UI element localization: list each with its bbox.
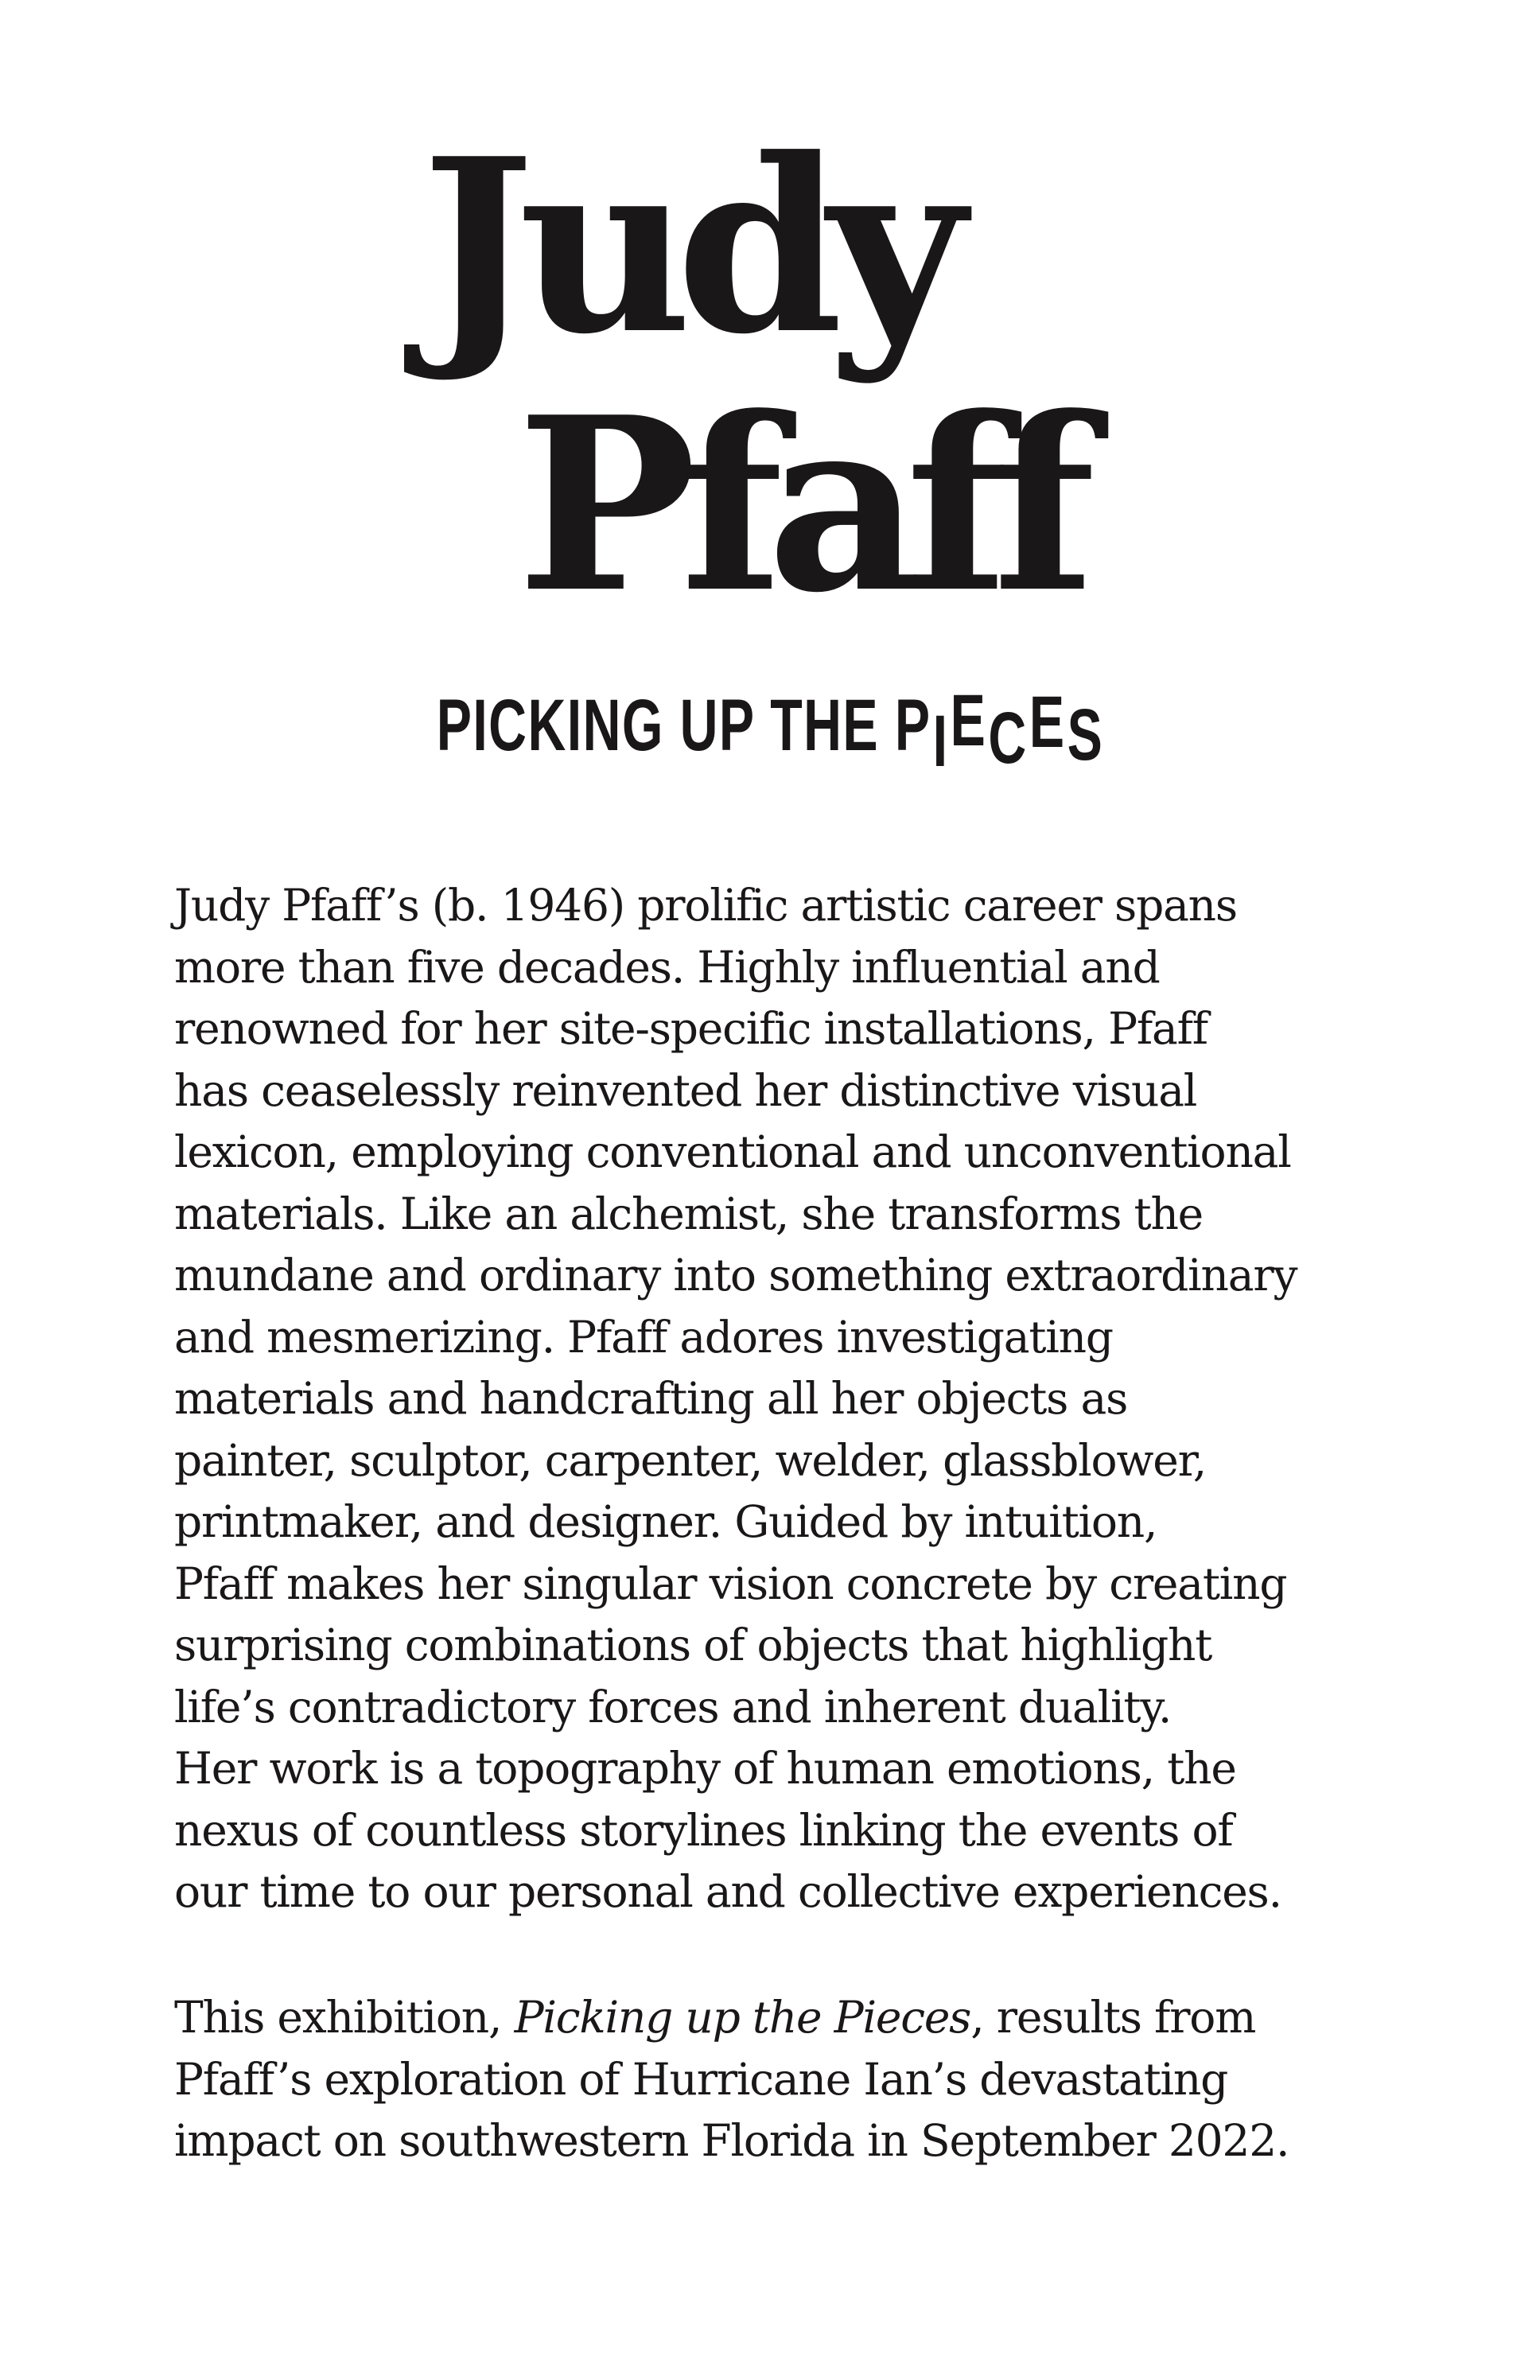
title-letter: C	[988, 698, 1028, 779]
text-line: has ceaselessly reinvented her distinctive visual	[174, 1064, 1197, 1116]
text-line: lexicon, employing conventional and unconventional	[174, 1126, 1291, 1177]
text-segment: This exhibition,	[174, 1992, 515, 2043]
text-line: impact on southwestern Florida in September 2022.	[174, 2115, 1289, 2166]
exhibition-title-main: PICKING UP THE P	[436, 685, 931, 766]
intro-paragraph	[174, 875, 1415, 1923]
title-letter: I	[932, 701, 949, 782]
text-line: and mesmerizing. Pfaff adores investigating	[174, 1311, 1113, 1363]
logo-pfaff: Pfaff	[517, 364, 1080, 645]
text-line: printmaker, and designer. Guided by intuition,	[174, 1496, 1157, 1547]
text-line: Pfaff’s exploration of Hurricane Ian’s devastating	[174, 2053, 1228, 2105]
title-letter: E	[950, 680, 987, 761]
exhibition-title	[216, 680, 1324, 782]
text-line: mundane and ordinary into something extraordinary	[174, 1250, 1297, 1301]
logo-judy: Judy	[422, 106, 951, 387]
title-letter: E	[1029, 682, 1066, 763]
exhibition-paragraph	[174, 1987, 1415, 2172]
text-segment: , results from	[970, 1992, 1256, 2043]
text-line: nexus of countless storylines linking the events of	[174, 1804, 1233, 1856]
text-line	[174, 1987, 1415, 2049]
text-line: our time to our personal and collective experiences.	[174, 1866, 1281, 1917]
text-line: surprising combinations of objects that highlight	[174, 1620, 1212, 1670]
text-line: renowned for her site-specific installations, Pfaff	[174, 1003, 1208, 1054]
text-line: materials and handcrafting all her objects as	[174, 1373, 1128, 1424]
text-line: life’s contradictory forces and inherent duality.	[174, 1681, 1172, 1732]
text-line: Judy Pfaff’s (b. 1946) prolific artistic career spans	[174, 880, 1237, 931]
text-line: painter, sculptor, carpenter, welder, glassblower,	[174, 1434, 1206, 1486]
title-letter: S	[1067, 694, 1104, 776]
exhibition-title-italic: Picking up the Pieces	[514, 1992, 971, 2043]
text-line: materials. Like an alchemist, she transforms the	[174, 1188, 1204, 1239]
text-line: more than five decades. Highly influential and	[174, 941, 1160, 993]
text-line: Her work is a topography of human emotions, the	[174, 1743, 1236, 1794]
text-line: Pfaff makes her singular vision concrete by creating	[174, 1558, 1287, 1609]
